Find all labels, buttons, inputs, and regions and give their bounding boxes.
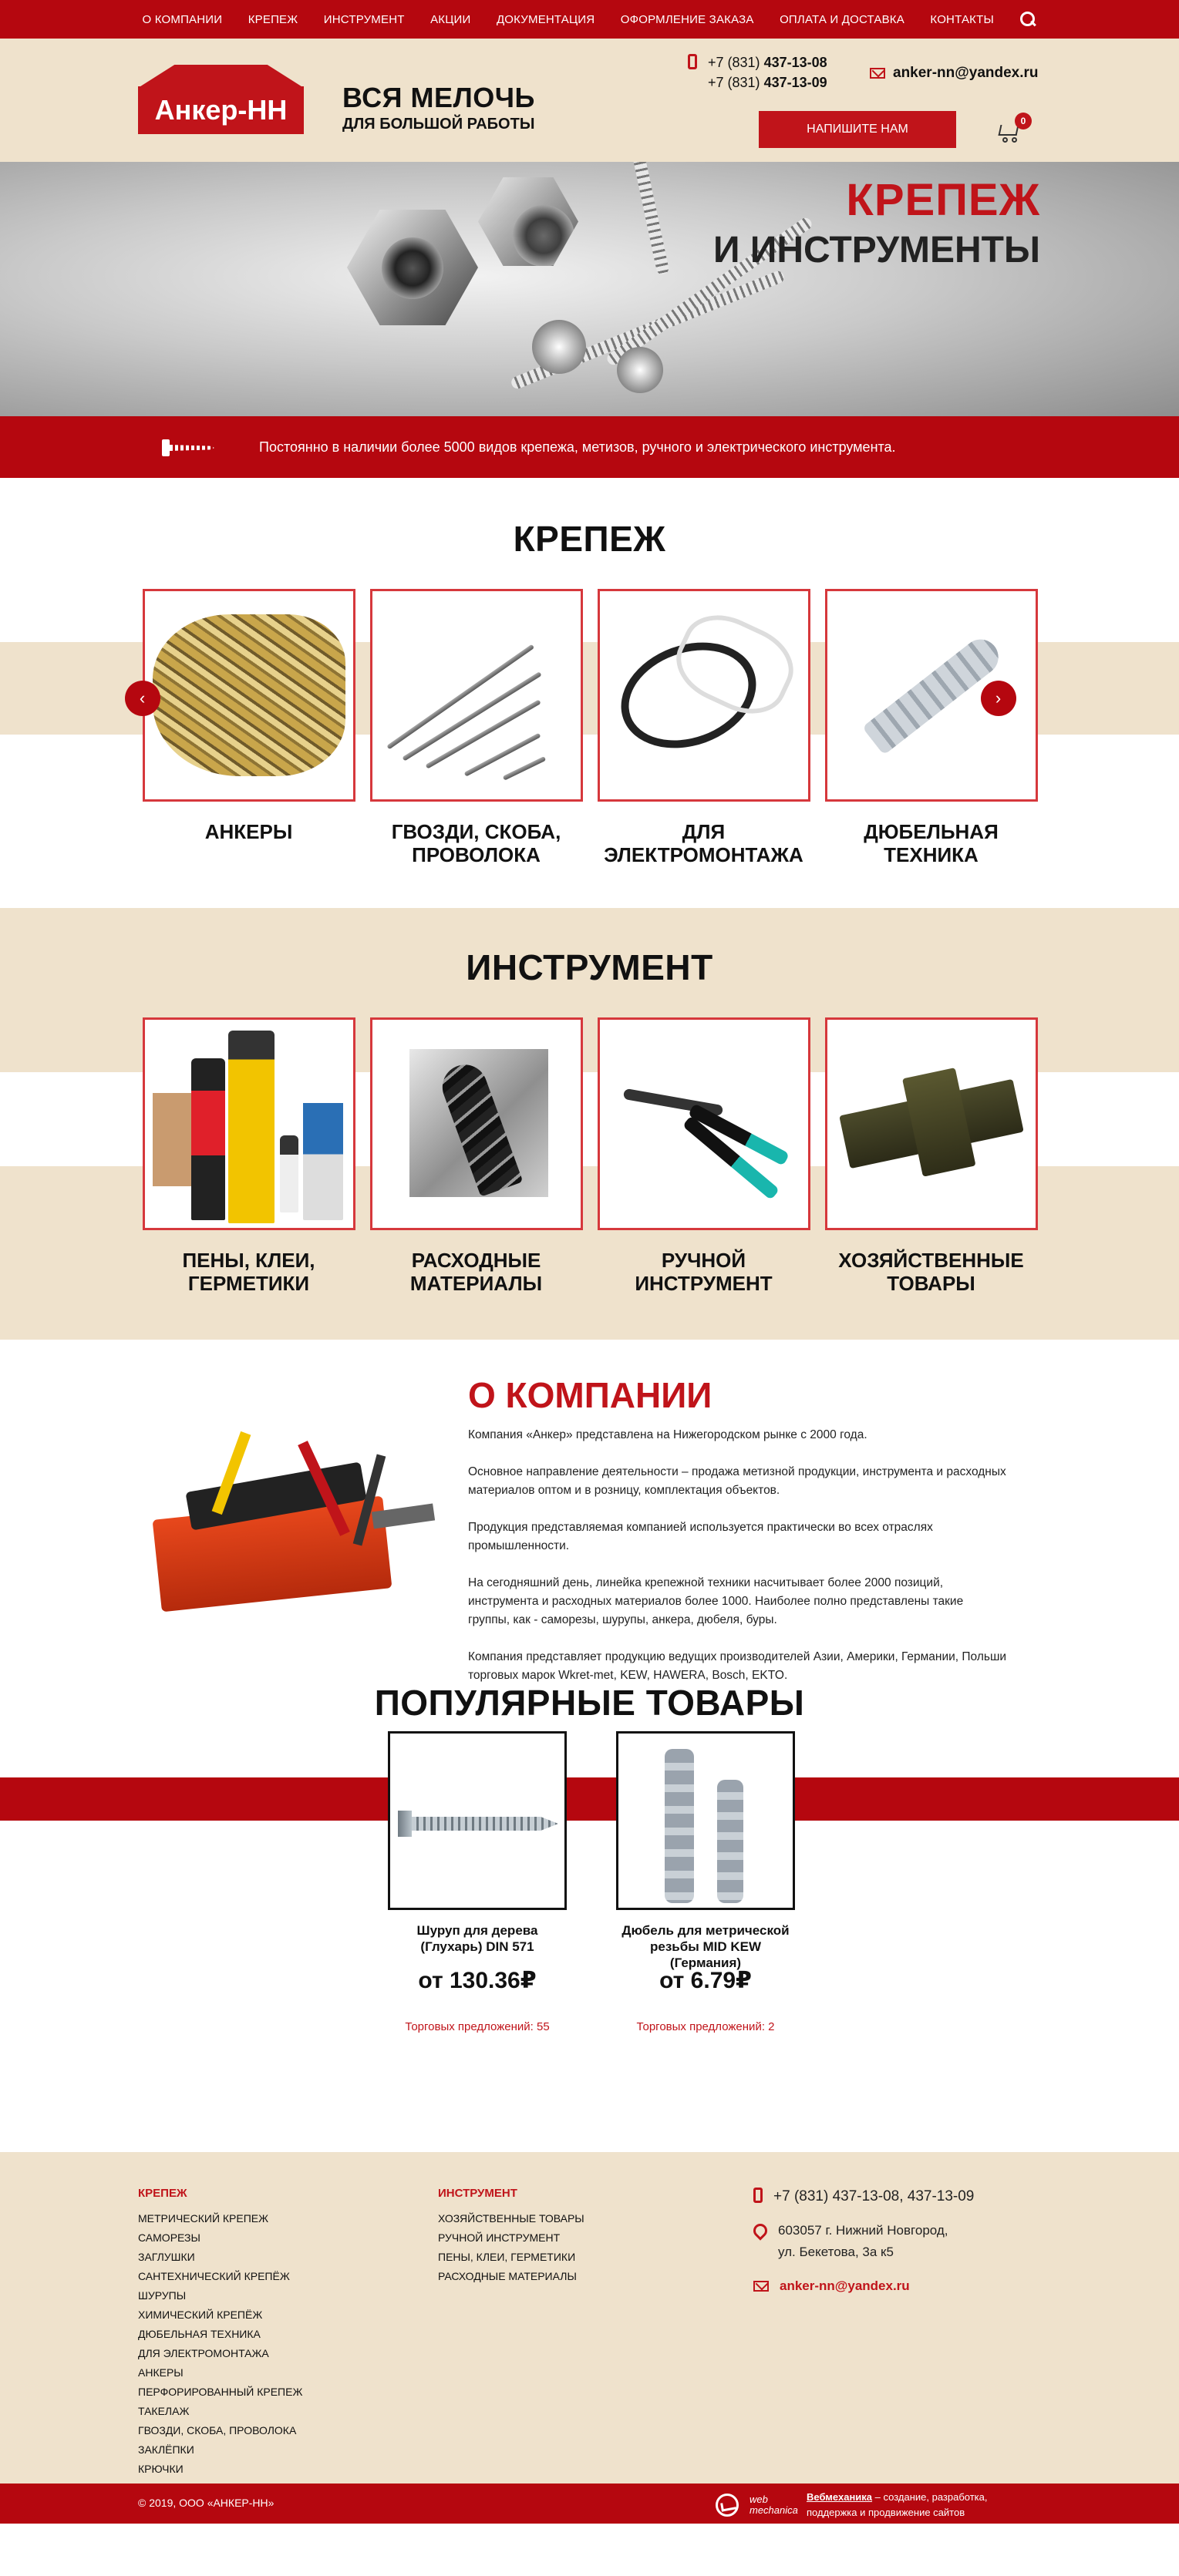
- footer-link[interactable]: МЕТРИЧЕСКИЙ КРЕПЕЖ: [138, 2212, 269, 2225]
- footer-email-row: [753, 2275, 974, 2297]
- developer-link[interactable]: Вебмеханика: [807, 2491, 873, 2503]
- category-card-foams[interactable]: [143, 1017, 355, 1295]
- banner-title-line-1: КРЕПЕЖ: [846, 175, 1040, 225]
- about-paragraph: На сегодняшний день, линейка крепежной техники насчитывает более 2000 позиций, инструмента и расходных материалов более 1000. Наиболее полно представлены такие группы, как - саморезы, шурупы, анкера, дюбеля, буры.: [468, 1576, 964, 1626]
- footer-link[interactable]: ПЕРФОРИРОВАННЫЙ КРЕПЕЖ: [138, 2386, 303, 2398]
- nav-item-contacts[interactable]: КОНТАКТЫ: [930, 12, 994, 26]
- banner-title-line-2: И ИНСТРУМЕНТЫ: [712, 230, 1040, 271]
- banner-screw-image: [625, 162, 669, 275]
- footer-link[interactable]: ХОЗЯЙСТВЕННЫЕ ТОВАРЫ: [438, 2212, 584, 2225]
- nav-item-krepezh[interactable]: КРЕПЕЖ: [248, 12, 298, 26]
- category-card-dowels[interactable]: [825, 589, 1038, 866]
- logo-roof: [138, 65, 304, 88]
- krepezh-title: КРЕПЕЖ: [513, 519, 666, 559]
- header-email-text: anker-nn@yandex.ru: [893, 65, 1039, 81]
- phone-icon: [753, 2188, 763, 2203]
- footer-link[interactable]: ТАКЕЛАЖ: [138, 2405, 190, 2417]
- card-label: ДЮБЕЛЬНАЯ ТЕХНИКА: [864, 820, 999, 866]
- footer-link[interactable]: РУЧНОЙ ИНСТРУМЕНТ: [438, 2231, 561, 2244]
- krepezh-section: [0, 478, 1179, 908]
- about-paragraph: Основное направление деятельности – продажа метизной продукции, инструмента и расходных материалов оптом и в розницу, комплектация объектов.: [468, 1465, 1006, 1497]
- nail-image: [502, 756, 546, 781]
- phone-prefix: +7 (831): [708, 55, 760, 70]
- card-image: [143, 1017, 355, 1230]
- footer: [0, 2152, 1179, 2484]
- phone-prefix: +7 (831): [708, 75, 760, 90]
- product-image: [616, 1731, 795, 1910]
- location-pin-icon: [750, 2221, 770, 2240]
- phone-icon: [688, 54, 697, 69]
- cart-wheel: [1002, 137, 1008, 143]
- product-card[interactable]: [616, 1731, 795, 2033]
- category-card-hand-tools[interactable]: [598, 1017, 810, 1295]
- card-label: АНКЕРЫ: [204, 820, 293, 843]
- product-price: от 6.79₽: [659, 1968, 752, 1993]
- product-card[interactable]: [388, 1731, 567, 2033]
- footer-col-krepezh: [138, 2187, 302, 2479]
- krepezh-carousel: [139, 589, 1037, 866]
- top-nav: [0, 0, 1179, 39]
- popular-section: [0, 1679, 1179, 2152]
- footer-address-line-2: ул. Бекетова, 3а к5: [778, 2245, 894, 2259]
- dowel-image: [717, 1780, 743, 1903]
- screw-icon: [162, 439, 216, 455]
- instrument-grid: [143, 1017, 1037, 1295]
- banner-nut-image: [347, 210, 478, 325]
- phone-number-1: 437-13-08: [763, 55, 827, 70]
- category-card-nails[interactable]: [370, 589, 583, 866]
- sealant-can-image: [153, 1051, 191, 1220]
- card-label: РУЧНОЙ ИНСТРУМЕНТ: [635, 1249, 773, 1295]
- site-header: [0, 39, 1179, 162]
- card-image: [143, 589, 355, 802]
- carousel-next-button[interactable]: ›: [981, 681, 1016, 716]
- footer-link[interactable]: ЗАКЛЁПКИ: [138, 2443, 194, 2456]
- glue-image: [280, 1135, 298, 1212]
- footer-link[interactable]: САМОРЕЗЫ: [138, 2231, 200, 2244]
- info-strip-text: Постоянно в наличии более 5000 видов крепежа, метизов, ручного и электрического инструмента.: [259, 439, 896, 455]
- mail-icon: [870, 68, 885, 79]
- product-offers[interactable]: Торговых предложений: 55: [405, 2020, 550, 2033]
- sealant-can-image: [191, 1058, 225, 1220]
- footer-phone-row: [753, 2186, 974, 2208]
- nav-item-about[interactable]: О КОМПАНИИ: [142, 12, 223, 26]
- footer-contacts: [753, 2186, 974, 2309]
- footer-link[interactable]: ДЮБЕЛЬНАЯ ТЕХНИКА: [138, 2328, 261, 2340]
- card-image: [370, 1017, 583, 1230]
- developer-text: [807, 2490, 992, 2521]
- screw-body-image: [412, 1817, 558, 1831]
- card-label: ДЛЯ ЭЛЕКТРОМОНТАЖА: [604, 820, 803, 866]
- footer-col-title[interactable]: КРЕПЕЖ: [138, 2187, 187, 2200]
- copyright: © 2019, ООО «АНКЕР-НН»: [138, 2497, 275, 2509]
- product-price: от 130.36₽: [418, 1968, 537, 1993]
- screw-head-image: [398, 1811, 412, 1837]
- card-label: ПЕНЫ, КЛЕИ, ГЕРМЕТИКИ: [182, 1249, 315, 1295]
- search-icon[interactable]: [1019, 11, 1036, 28]
- logo-text: Анкер-НН: [138, 86, 304, 134]
- nav-item-instrument[interactable]: ИНСТРУМЕНТ: [323, 12, 405, 26]
- card-label: ГВОЗДИ, СКОБА, ПРОВОЛОКА: [391, 820, 561, 866]
- foam-can-image: [228, 1031, 275, 1223]
- write-us-button[interactable]: НАПИШИТЕ НАМ: [759, 111, 956, 148]
- popular-title: ПОПУЛЯРНЫЕ ТОВАРЫ: [374, 1683, 805, 1723]
- footer-col-title[interactable]: ИНСТРУМЕНТ: [438, 2187, 517, 2200]
- category-card-anchors[interactable]: [143, 589, 355, 866]
- logo[interactable]: [138, 65, 304, 177]
- tagline-main: ВСЯ МЕЛОЧЬ: [342, 82, 535, 113]
- nail-image: [386, 644, 534, 750]
- banner-title: [713, 174, 1040, 271]
- product-image: [388, 1731, 567, 1910]
- card-label: РАСХОДНЫЕ МАТЕРИАЛЫ: [409, 1249, 543, 1295]
- footer-link[interactable]: АНКЕРЫ: [138, 2366, 184, 2379]
- footer-address-row: [753, 2220, 974, 2263]
- category-card-consumables[interactable]: [370, 1017, 583, 1295]
- toolbox-image: [141, 1423, 453, 1631]
- header-phones: [688, 52, 827, 92]
- tagline: [342, 82, 535, 133]
- cart-icon[interactable]: [996, 116, 1026, 143]
- cart-count-badge: 0: [1015, 113, 1032, 129]
- header-email[interactable]: [870, 65, 1039, 82]
- developer-brand: web mechanica: [750, 2494, 798, 2516]
- cart-wheel: [1012, 137, 1017, 143]
- phone-number-2: 437-13-09: [763, 75, 827, 90]
- card-image: [825, 1017, 1038, 1230]
- about-paragraph: Компания представляет продукцию ведущих производителей Азии, Америки, Германии, Польши торговых марок Wkret-met, KEW, HAWERA, Bosch, EKTO.: [468, 1650, 1007, 1682]
- bottom-bar: [0, 2484, 1179, 2524]
- info-strip: [0, 416, 1179, 478]
- instrument-title: ИНСТРУМЕНТ: [466, 947, 713, 987]
- developer-description: – создание, разработка, поддержка и продвижение сайтов: [807, 2491, 988, 2518]
- card-image: [370, 589, 583, 802]
- product-name[interactable]: Дюбель для метрической резьбы MID KEW (Германия): [622, 1923, 790, 1970]
- card-image: [598, 589, 810, 802]
- footer-link[interactable]: ХИМИЧЕСКИЙ КРЕПЁЖ: [138, 2309, 263, 2321]
- nav-item-docs[interactable]: ДОКУМЕНТАЦИЯ: [496, 12, 595, 26]
- webmechanica-logo-icon[interactable]: [716, 2494, 739, 2517]
- nav-item-delivery[interactable]: ОПЛАТА И ДОСТАВКА: [780, 12, 904, 26]
- nav-item-order[interactable]: ОФОРМЛЕНИЕ ЗАКАЗА: [620, 12, 754, 26]
- phone-line-2[interactable]: [708, 72, 827, 92]
- instrument-section: [0, 908, 1179, 1340]
- banner-nut-image: [478, 177, 578, 266]
- footer-col-instrument: [438, 2187, 584, 2286]
- footer-link[interactable]: ДЛЯ ЭЛЕКТРОМОНТАЖА: [138, 2347, 269, 2359]
- banner-screw-head: [532, 320, 586, 374]
- footer-link[interactable]: ГВОЗДИ, СКОБА, ПРОВОЛОКА: [138, 2424, 297, 2436]
- nav-item-promo[interactable]: АКЦИИ: [430, 12, 471, 26]
- about-section: [0, 1340, 1179, 1682]
- about-title: О КОМПАНИИ: [468, 1375, 712, 1415]
- footer-link[interactable]: ЗАГЛУШКИ: [138, 2251, 195, 2263]
- sealant-can-image: [303, 1074, 343, 1220]
- product-offers[interactable]: Торговых предложений: 2: [636, 2020, 775, 2033]
- footer-phones[interactable]: +7 (831) 437-13-08, 437-13-09: [773, 2188, 975, 2204]
- card-image: [598, 1017, 810, 1230]
- cart-basket: [999, 125, 1019, 136]
- phone-line-1[interactable]: [708, 52, 827, 72]
- developer-credit: [716, 2490, 992, 2521]
- hero-banner: [0, 162, 1179, 416]
- footer-link[interactable]: САНТЕХНИЧЕСКИЙ КРЕПЁЖ: [138, 2270, 290, 2282]
- tagline-sub: ДЛЯ БОЛЬШОЙ РАБОТЫ: [342, 116, 535, 133]
- carousel-prev-button[interactable]: ‹: [125, 681, 160, 716]
- footer-link[interactable]: РАСХОДНЫЕ МАТЕРИАЛЫ: [438, 2270, 577, 2282]
- footer-address-line-1: 603057 г. Нижний Новгород,: [778, 2223, 948, 2238]
- category-card-electro[interactable]: [598, 589, 810, 866]
- anchors-image: [153, 614, 345, 776]
- footer-link[interactable]: ПЕНЫ, КЛЕИ, ГЕРМЕТИКИ: [438, 2251, 576, 2263]
- category-card-household[interactable]: [825, 1017, 1038, 1295]
- footer-link[interactable]: КРЮЧКИ: [138, 2463, 184, 2475]
- banner-screw-head: [617, 347, 663, 393]
- about-paragraph: Компания «Анкер» представлена на Нижегородском рынке с 2000 года.: [468, 1428, 867, 1441]
- footer-email[interactable]: anker-nn@yandex.ru: [780, 2278, 910, 2293]
- latch-image: [839, 1079, 1024, 1169]
- dowel-image: [665, 1749, 694, 1903]
- footer-link[interactable]: ШУРУПЫ: [138, 2289, 187, 2302]
- product-name[interactable]: Шуруп для дерева (Глухарь) DIN 571: [416, 1923, 538, 1954]
- popular-products: [388, 1731, 795, 2033]
- card-label: ХОЗЯЙСТВЕННЫЕ ТОВАРЫ: [838, 1249, 1024, 1295]
- about-paragraph: Продукция представляемая компанией используется практически во всех отраслях промышленности.: [468, 1521, 933, 1552]
- about-text: [468, 1426, 1008, 1703]
- mail-icon: [753, 2281, 769, 2292]
